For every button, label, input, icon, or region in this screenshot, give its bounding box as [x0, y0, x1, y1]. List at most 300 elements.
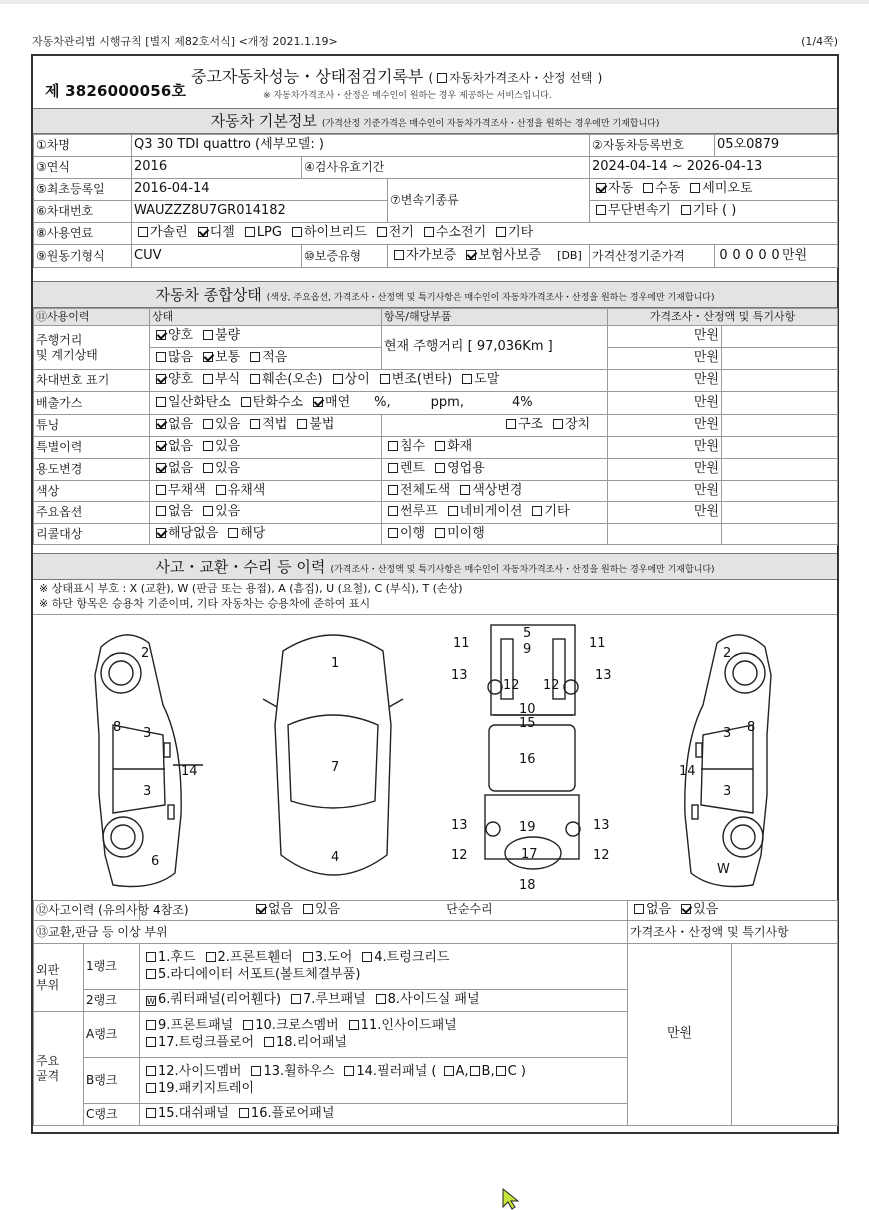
exhaust-opts [152, 395, 356, 410]
inspection-label: ④검사유효기간 [302, 157, 590, 179]
checkbox[interactable] [596, 205, 606, 215]
option-label: 기타 [544, 504, 570, 520]
option-label: 상이 [344, 372, 370, 388]
unit: 만원 [608, 481, 722, 502]
checkbox[interactable] [462, 374, 472, 384]
passenger-car-note: ※ 하단 항목은 승용차 기준이며, 기타 자동차는 승용차에 준하여 표시 [39, 597, 371, 610]
accident-label: ⑫사고이력 (유의사항 4참조) [34, 901, 140, 921]
rankB-row-a [142, 1064, 625, 1080]
option-label: 5.라디에이터 서포트(볼트체결부품) [158, 966, 361, 982]
use-change-options-2 [382, 459, 608, 481]
mouse-cursor-icon [502, 1188, 524, 1210]
checkbox[interactable] [496, 227, 506, 237]
outer-panel-label: 외판 부위 [34, 944, 84, 1012]
checkbox[interactable] [256, 904, 266, 914]
option-label: 많음 [168, 350, 194, 366]
checkbox[interactable] [362, 952, 372, 962]
checkbox[interactable] [156, 352, 166, 362]
option-label: 적음 [262, 350, 288, 366]
option-label: 가솔린 [150, 225, 188, 241]
price-digit: 0 [758, 247, 767, 263]
mileage-value: 현재 주행거리 [ 97,036Km ] [382, 326, 608, 370]
checkbox[interactable] [156, 419, 166, 429]
checkbox[interactable] [435, 463, 445, 473]
checkbox[interactable] [424, 227, 434, 237]
checkbox[interactable] [156, 485, 166, 495]
checkbox[interactable] [228, 528, 238, 538]
record-form [31, 54, 839, 1134]
option-label: 2.프론트휀더 [217, 950, 293, 966]
option-label: 유채색 [227, 482, 266, 498]
label-11-right: 11 [589, 636, 606, 651]
checkbox[interactable] [596, 183, 606, 193]
state-head: 상태 [150, 309, 382, 326]
engine-value: CUV [132, 245, 302, 268]
checkbox[interactable] [303, 952, 313, 962]
checkbox[interactable] [206, 952, 216, 962]
option-label: 양호 [168, 328, 194, 344]
plate-value: 05오0879 [715, 135, 838, 157]
option-label: 없음 [168, 461, 194, 477]
status-table [33, 308, 838, 545]
year-value: 2016 [132, 157, 302, 179]
rank1-label: 1랭크 [84, 944, 140, 990]
label-12-left: 12 [503, 678, 520, 693]
first-reg-label: ⑤최초등록일 [34, 179, 132, 201]
option-label: 보통 [215, 350, 241, 366]
label-18: 18 [519, 878, 536, 893]
option-label: 있음 [215, 417, 241, 433]
price-digit: 0 [719, 247, 728, 263]
section-basic-info [33, 108, 837, 134]
checkbox[interactable] [344, 1066, 354, 1076]
label-13-right: 13 [595, 668, 612, 683]
checkbox[interactable] [506, 419, 516, 429]
exhaust-value: 4% [511, 394, 533, 410]
exhaust-pct: %, [374, 394, 391, 410]
option-label: 변조(변타) [391, 372, 453, 388]
option-label: 전기 [388, 225, 414, 241]
option-label: 무채색 [168, 482, 206, 498]
vin-mark-options [150, 370, 608, 392]
checkbox[interactable] [156, 463, 166, 473]
special-history-options-2 [382, 437, 608, 459]
use-change-label: 용도변경 [34, 459, 150, 481]
option-label: 자동 [608, 181, 634, 197]
label-17: 17 [521, 847, 538, 862]
tuning-options [150, 415, 382, 437]
option-label: 있음 [315, 902, 341, 918]
checkbox[interactable] [198, 227, 208, 237]
checkbox[interactable] [466, 250, 476, 260]
option-label: 적법 [262, 417, 288, 433]
top-view [263, 635, 403, 875]
checkbox[interactable] [313, 397, 323, 407]
checkbox[interactable] [380, 374, 390, 384]
checkbox[interactable] [435, 441, 445, 451]
mileage-options [150, 326, 382, 348]
rank1-row-b [142, 967, 625, 983]
unit: 만원 [608, 326, 722, 348]
price-value [715, 245, 838, 268]
price-digit: 0 [732, 247, 741, 263]
option-label: 3.도어 [314, 950, 353, 966]
checkbox[interactable] [146, 1108, 156, 1118]
option-label: 이행 [400, 525, 426, 541]
checkbox[interactable] [146, 969, 156, 979]
checkbox[interactable] [239, 1108, 249, 1118]
label-3-left-rear: 3 [143, 784, 152, 799]
checkbox[interactable] [388, 506, 398, 516]
option-label: 불법 [309, 417, 335, 433]
checkbox[interactable] [146, 1083, 156, 1093]
model-label: ①차명 [34, 135, 132, 157]
law-reference: 자동차관리법 시행규칙 [별지 제82호서식] <개정 2021.1.19> [32, 35, 338, 48]
checkbox[interactable] [203, 463, 213, 473]
mark-w: W [717, 862, 730, 877]
unit: 만원 [608, 437, 722, 459]
warranty-options [388, 245, 590, 268]
color-label: 색상 [34, 481, 150, 502]
rankC-label: C랭크 [84, 1104, 140, 1126]
page-indicator: (1/4쪽) [801, 35, 838, 48]
checkbox[interactable] [470, 1066, 480, 1076]
checkbox[interactable] [243, 1020, 253, 1030]
option-label: 해당 [240, 525, 266, 541]
unit: 만원 [608, 415, 722, 437]
diagram-labels [113, 626, 755, 893]
option-label: 있음 [215, 439, 241, 455]
pillar-options [443, 1064, 526, 1079]
option-label: 없음 [168, 439, 194, 455]
option-label: 렌트 [400, 461, 426, 477]
option-label: LPG [256, 225, 282, 241]
option-label: 19.패키지트레이 [158, 1080, 255, 1096]
checkbox[interactable] [251, 1066, 261, 1076]
checkbox[interactable] [138, 227, 148, 237]
unit: 만원 [608, 502, 722, 524]
fuel-options [132, 223, 838, 245]
unit: 만원 [608, 370, 722, 392]
option-label: 없음 [268, 902, 294, 918]
checkbox[interactable] [444, 1066, 454, 1076]
price-digits [717, 248, 782, 263]
main-frame-label: 주요 골격 [34, 1012, 84, 1126]
rankB-items-a [142, 1064, 443, 1079]
checkbox[interactable] [349, 1020, 359, 1030]
checkbox[interactable] [245, 227, 255, 237]
use-change-options [150, 459, 382, 481]
option-label: 기타 [508, 225, 534, 241]
option-label: A, [455, 1064, 469, 1080]
checkbox[interactable] [146, 952, 156, 962]
label-13-rear-left: 13 [451, 818, 468, 833]
checkbox[interactable] [634, 904, 644, 914]
engine-label: ⑨원동기형식 [34, 245, 132, 268]
option-label: 영업용 [447, 461, 485, 477]
option-label: 구조 [518, 417, 544, 433]
checkbox[interactable] [156, 528, 166, 538]
option-label: 없음 [168, 417, 194, 433]
section-title: 사고・교환・수리 등 이력 [155, 558, 326, 576]
checkbox[interactable] [264, 1037, 274, 1047]
form-title-text: 중고자동차성능・상태점검기록부 [191, 67, 424, 86]
option-label: 매연 [325, 394, 351, 410]
option-label: 기타 ( ) [692, 203, 737, 219]
label-5: 5 [523, 626, 532, 641]
rankA-row-a [142, 1018, 625, 1034]
checkbox[interactable] [303, 904, 313, 914]
first-reg-value: 2016-04-14 [132, 179, 388, 201]
option-label: 12.사이드멤버 [158, 1064, 242, 1080]
option-label: 7.루브패널 [303, 992, 366, 1008]
rankB-row-b [142, 1081, 625, 1097]
label-3-right-front: 3 [723, 726, 732, 741]
label-9: 9 [523, 642, 532, 657]
checkbox[interactable]: W [147, 997, 155, 1007]
price-digit: 0 [771, 247, 780, 263]
option-label: 17.트렁크플로어 [158, 1034, 255, 1050]
mileage-label: 주행거리 및 계기상태 [34, 326, 150, 370]
price-label: 가격산정기준가격 [590, 245, 715, 268]
label-2-left: 2 [141, 646, 150, 661]
option-close: ) [597, 71, 603, 85]
label-4: 4 [331, 850, 340, 865]
checkbox[interactable] [216, 485, 226, 495]
checkbox[interactable] [690, 183, 700, 193]
right-side-view [685, 635, 771, 887]
checkbox[interactable] [553, 419, 563, 429]
rankA-label: A랭크 [84, 1012, 140, 1058]
rank2-items [140, 990, 628, 1012]
option-label: 있음 [215, 461, 241, 477]
checkbox[interactable] [388, 463, 398, 473]
title-note: ※ 자동차가격조사・산정은 매수인이 원하는 경우 제공하는 서비스입니다. [263, 91, 552, 101]
vin-mark-label: 차대번호 표기 [34, 370, 150, 392]
main-option-options-2 [382, 502, 608, 524]
exhaust-ppm: ppm, [430, 394, 464, 410]
option-label: 탄화수소 [252, 394, 304, 410]
checkbox[interactable] [291, 994, 301, 1004]
label-8-right: 8 [747, 720, 756, 735]
checkbox[interactable] [156, 330, 166, 340]
label-16: 16 [519, 752, 536, 767]
accident-options [140, 901, 628, 921]
option-label: 일산화탄소 [168, 394, 231, 410]
label-15: 15 [519, 716, 536, 731]
option-label: 썬루프 [400, 504, 438, 520]
checkbox[interactable] [241, 397, 251, 407]
checkbox[interactable] [203, 330, 213, 340]
checkbox[interactable] [435, 528, 445, 538]
checkbox[interactable] [292, 227, 302, 237]
checkbox[interactable] [394, 250, 404, 260]
checkbox[interactable] [156, 374, 166, 384]
option-label: 4.트렁크리드 [374, 950, 450, 966]
vin-value: WAUZZZ8U7GR014182 [132, 201, 388, 223]
checkbox[interactable] [388, 441, 398, 451]
checkbox[interactable] [146, 1020, 156, 1030]
db-mark: [DB] [557, 248, 582, 262]
option-label: 자가보증 [406, 247, 457, 263]
simple-repair-label: 단순수리 [446, 902, 493, 917]
option-label: 세미오토 [702, 181, 753, 197]
title-box [33, 56, 837, 108]
checkbox[interactable] [460, 485, 470, 495]
checkbox[interactable] [297, 419, 307, 429]
inspection-value: 2024-04-14 ~ 2026-04-13 [590, 157, 838, 179]
label-14-left: 14 [181, 764, 198, 779]
rank1-items [140, 944, 628, 990]
checkbox[interactable] [448, 506, 458, 516]
option-label: 8.사이드실 패널 [387, 992, 480, 1008]
checkbox[interactable] [146, 1037, 156, 1047]
color-options-2 [382, 481, 608, 502]
rank1-row-a [142, 950, 625, 966]
checkbox[interactable] [156, 397, 166, 407]
warranty-label: ⑩보증유형 [302, 245, 388, 268]
checkbox[interactable] [156, 506, 166, 516]
checkbox[interactable] [681, 904, 691, 914]
rankA-row-b [142, 1035, 625, 1051]
checkbox[interactable] [250, 419, 260, 429]
parts-label: ⑬교환,판금 등 이상 부위 [34, 921, 628, 944]
checkbox[interactable] [333, 374, 343, 384]
left-side-view [95, 635, 203, 887]
checkbox[interactable] [643, 183, 653, 193]
label-3-left-front: 3 [143, 726, 152, 741]
exhaust-options [150, 392, 608, 415]
special-history-options [150, 437, 382, 459]
checkbox[interactable] [156, 441, 166, 451]
checkbox[interactable] [376, 994, 386, 1004]
option-label: 화재 [447, 439, 473, 455]
transmission-label: ⑦변속기종류 [388, 179, 590, 223]
option-label: 해당없음 [168, 525, 219, 541]
label-14-right: 14 [679, 764, 696, 779]
checkbox[interactable] [203, 441, 213, 451]
rankB-label: B랭크 [84, 1058, 140, 1104]
checkbox[interactable] [203, 352, 213, 362]
option-label: 보험사보증 [478, 247, 542, 263]
checkbox[interactable] [203, 419, 213, 429]
tuning-options-2 [382, 415, 608, 437]
parts-unit: 만원 [628, 944, 732, 1126]
checkbox[interactable] [496, 1066, 506, 1076]
main-option-label: 주요옵션 [34, 502, 150, 524]
parts-price-head: 가격조사・산정액 및 특기사항 [628, 921, 838, 944]
label-7: 7 [331, 760, 340, 775]
label-2-right: 2 [723, 646, 732, 661]
top-strip [0, 0, 869, 4]
option-label: 색상변경 [472, 482, 523, 498]
section-overall-status [33, 281, 837, 308]
option-label: 14.필러패널 ( [356, 1064, 437, 1080]
option-label: 11.인사이드패널 [360, 1018, 457, 1034]
checkbox[interactable] [250, 352, 260, 362]
label-6-left: 6 [151, 854, 160, 869]
checkbox[interactable] [146, 1066, 156, 1076]
transmission-options [590, 179, 838, 201]
rankC-items [140, 1104, 628, 1126]
label-3-right-rear: 3 [723, 784, 732, 799]
accident-table [33, 900, 838, 1126]
vin-label: ⑥차대번호 [34, 201, 132, 223]
option-label: 불량 [215, 328, 241, 344]
option-label: 도말 [474, 372, 500, 388]
label-13-rear-right: 13 [593, 818, 610, 833]
fuel-label: ⑧사용연료 [34, 223, 132, 245]
label-13-left: 13 [451, 668, 468, 683]
checkbox[interactable] [681, 205, 691, 215]
part-head: 항목/해당부품 [382, 309, 608, 326]
option-label: 훼손(오손) [262, 372, 323, 388]
option-label: 1.후드 [158, 950, 196, 966]
special-history-label: 특별이력 [34, 437, 150, 459]
unit: 만원 [608, 392, 722, 415]
transmission-options-2 [590, 201, 838, 223]
label-11-left: 11 [453, 636, 470, 651]
option-label: 전체도색 [400, 482, 451, 498]
option-label: 수소전기 [435, 225, 487, 241]
rankB-items [140, 1058, 628, 1104]
option-label: 미이행 [447, 525, 485, 541]
option-label: 수동 [655, 181, 681, 197]
label-10: 10 [519, 702, 536, 717]
checkbox[interactable] [377, 227, 387, 237]
checkbox[interactable] [532, 506, 542, 516]
option-label: 네비게이션 [459, 504, 523, 520]
legend-notes [39, 581, 463, 611]
option-label: 10.크로스멤버 [255, 1018, 339, 1034]
section-note: (가격조사・산정액 및 특기사항은 매수인이 자동차가격조사・산정을 원하는 경우에만 기재합니다) [330, 565, 715, 575]
checkbox[interactable] [388, 485, 398, 495]
checkbox[interactable] [203, 374, 213, 384]
unit: 만원 [608, 459, 722, 481]
option-label: 있음 [693, 902, 719, 918]
option-label: 13.휠하우스 [263, 1064, 335, 1080]
section-note: (가격산정 기준가격은 매수인이 자동차가격조사・산정을 원하는 경우에만 기재합니다) [321, 119, 660, 129]
label-12-right: 12 [543, 678, 560, 693]
checkbox[interactable] [388, 528, 398, 538]
option-label: 침수 [400, 439, 426, 455]
checkbox[interactable] [250, 374, 260, 384]
option-label: 없음 [168, 504, 194, 520]
registration-number: 제 3826000056호 [45, 82, 187, 100]
section-accident-history [33, 553, 837, 580]
price-option-label: 자동차가격조사・산정 선택 [449, 71, 593, 85]
checkbox[interactable] [203, 506, 213, 516]
option-label: 16.플로어패널 [250, 1106, 335, 1122]
basic-info-table [33, 134, 838, 268]
usage-head: ⑪사용이력 [34, 309, 150, 326]
label-12-rear-left: 12 [451, 848, 468, 863]
label-1: 1 [331, 656, 340, 671]
option-label: 부식 [215, 372, 241, 388]
accident-opts [252, 902, 346, 917]
label-19: 19 [519, 820, 536, 835]
form-title [191, 64, 602, 87]
price-digit: 0 [745, 247, 754, 263]
section-title: 자동차 종합상태 [155, 286, 262, 304]
option-label: B, [481, 1064, 495, 1080]
year-label: ③연식 [34, 157, 132, 179]
car-diagram-svg [33, 615, 837, 901]
warranty-opts [390, 248, 547, 263]
price-option-checkbox[interactable] [437, 73, 447, 83]
label-12-rear-right: 12 [593, 848, 610, 863]
unit: 만원 [608, 348, 722, 370]
